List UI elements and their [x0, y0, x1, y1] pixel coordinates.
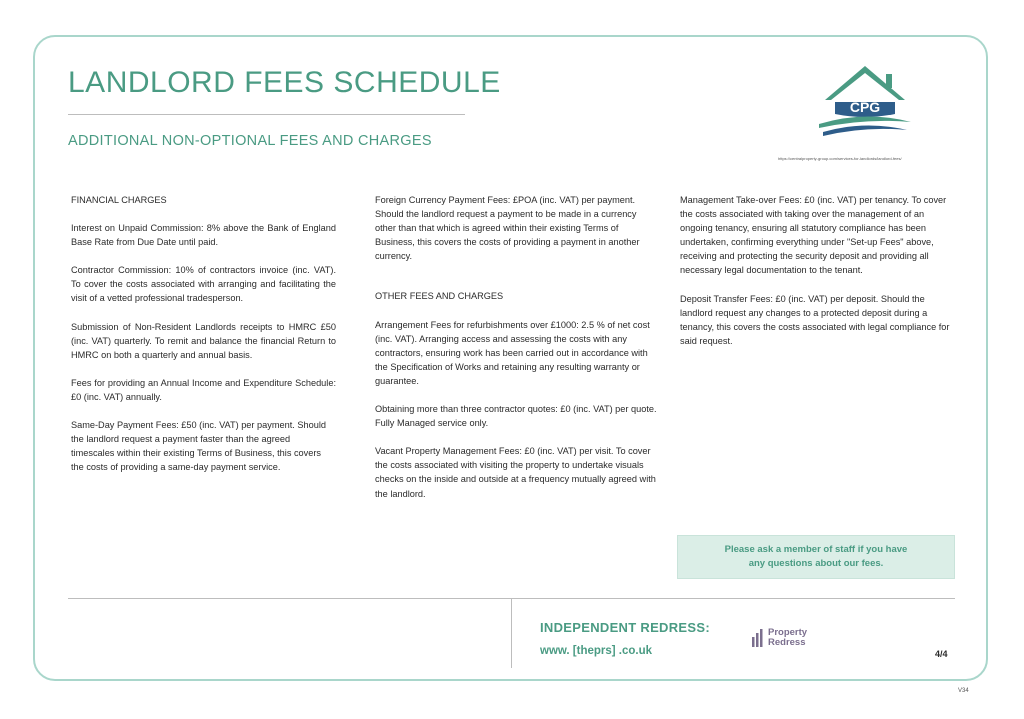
- fee-item: Fees for providing an Annual Income and Expenditure Schedule: £0 (inc. VAT) annually.: [71, 377, 336, 402]
- section-heading-financial: FINANCIAL CHARGES: [71, 195, 167, 205]
- redress-link[interactable]: www. [theprs] .co.uk: [540, 645, 653, 657]
- version-label: V34: [958, 688, 969, 694]
- redress-title: INDEPENDENT REDRESS:: [540, 620, 710, 635]
- footer-vertical-divider: [511, 598, 512, 668]
- management-fees-column: [680, 193, 950, 362]
- staff-callout-box: [677, 535, 955, 579]
- callout-line-1: Please ask a member of staff if you have: [724, 544, 908, 555]
- section-heading-other: OTHER FEES AND CHARGES: [375, 291, 504, 302]
- fee-item: Obtaining more than three contractor quotes: £0 (inc. VAT) per quote. Fully Managed service only.: [375, 404, 657, 429]
- property-redress-logo: [752, 628, 807, 648]
- fee-item: Vacant Property Management Fees: £0 (inc. VAT) per visit. To cover the costs associated with visiting the property to undertake visuals checks on the inside and outside at a frequency mutually agreed with the landlord.: [375, 446, 656, 499]
- title-divider: [68, 114, 465, 115]
- fee-item: Contractor Commission: 10% of contractors invoice (inc. VAT). To cover the costs associated with arranging and facilitating the visit of a vetted professional tradesperson.: [71, 265, 336, 304]
- page-number: 4/4: [935, 649, 948, 659]
- other-fees-column: [375, 193, 657, 515]
- fee-item: Same-Day Payment Fees: £50 (inc. VAT) per payment. Should the landlord request a payment faster than the agreed timescales within their existing Terms of Business, this covers the costs of providing a same-day payment service.: [71, 420, 326, 473]
- pr-logo-line-1: Property: [768, 627, 808, 638]
- fee-item: Management Take-over Fees: £0 (inc. VAT) per tenancy. To cover the costs associated with taking over the management of an ongoing tenancy, ensuring all statutory compliance has been undertaken, confirming everything under "Set-up Fees" above, receiving and protecting the security deposit and providing all necessary legal documentation to the tenant.: [680, 195, 947, 276]
- fee-item: Interest on Unpaid Commission: 8% above the Bank of England Base Rate from Due Date until paid.: [71, 223, 336, 248]
- property-redress-icon: [752, 629, 764, 647]
- pr-logo-line-2: Redress: [768, 637, 806, 648]
- callout-line-2: any questions about our fees.: [748, 558, 884, 569]
- fee-item: Submission of Non-Resident Landlords receipts to HMRC £50 (inc. VAT) quarterly. To remit and balance the financial Return to HMRC on both a quarterly and annual basis.: [71, 321, 336, 360]
- cpg-logo-text: CPG: [849, 99, 881, 115]
- cpg-logo: [815, 62, 915, 142]
- page-subtitle: ADDITIONAL NON-OPTIONAL FEES AND CHARGES: [68, 133, 432, 149]
- page-title: LANDLORD FEES SCHEDULE: [68, 66, 501, 99]
- financial-charges-column: [71, 193, 336, 488]
- fee-item: Arrangement Fees for refurbishments over £1000: 2.5 % of net cost (inc. VAT). Arranging access and assessing the costs with any contractors, ensuring work has been carried out in accordance with the Specification of Works and retaining any resulting warranty or guarantee.: [375, 319, 650, 386]
- fee-item: Foreign Currency Payment Fees: £POA (inc. VAT) per payment. Should the landlord request a payment to be made in a currency other than that which is agreed within their existing Terms of Business, this covers the costs of providing a payment in another currency.: [375, 195, 640, 262]
- fee-item: Deposit Transfer Fees: £0 (inc. VAT) per deposit. Should the landlord request any changes to a protected deposit during a tenancy, this covers the costs associated with legal compliance for said request.: [680, 293, 950, 346]
- source-url[interactable]: https://centralproperty-group.com/services-for-landlords/landlord-fees/: [778, 156, 902, 161]
